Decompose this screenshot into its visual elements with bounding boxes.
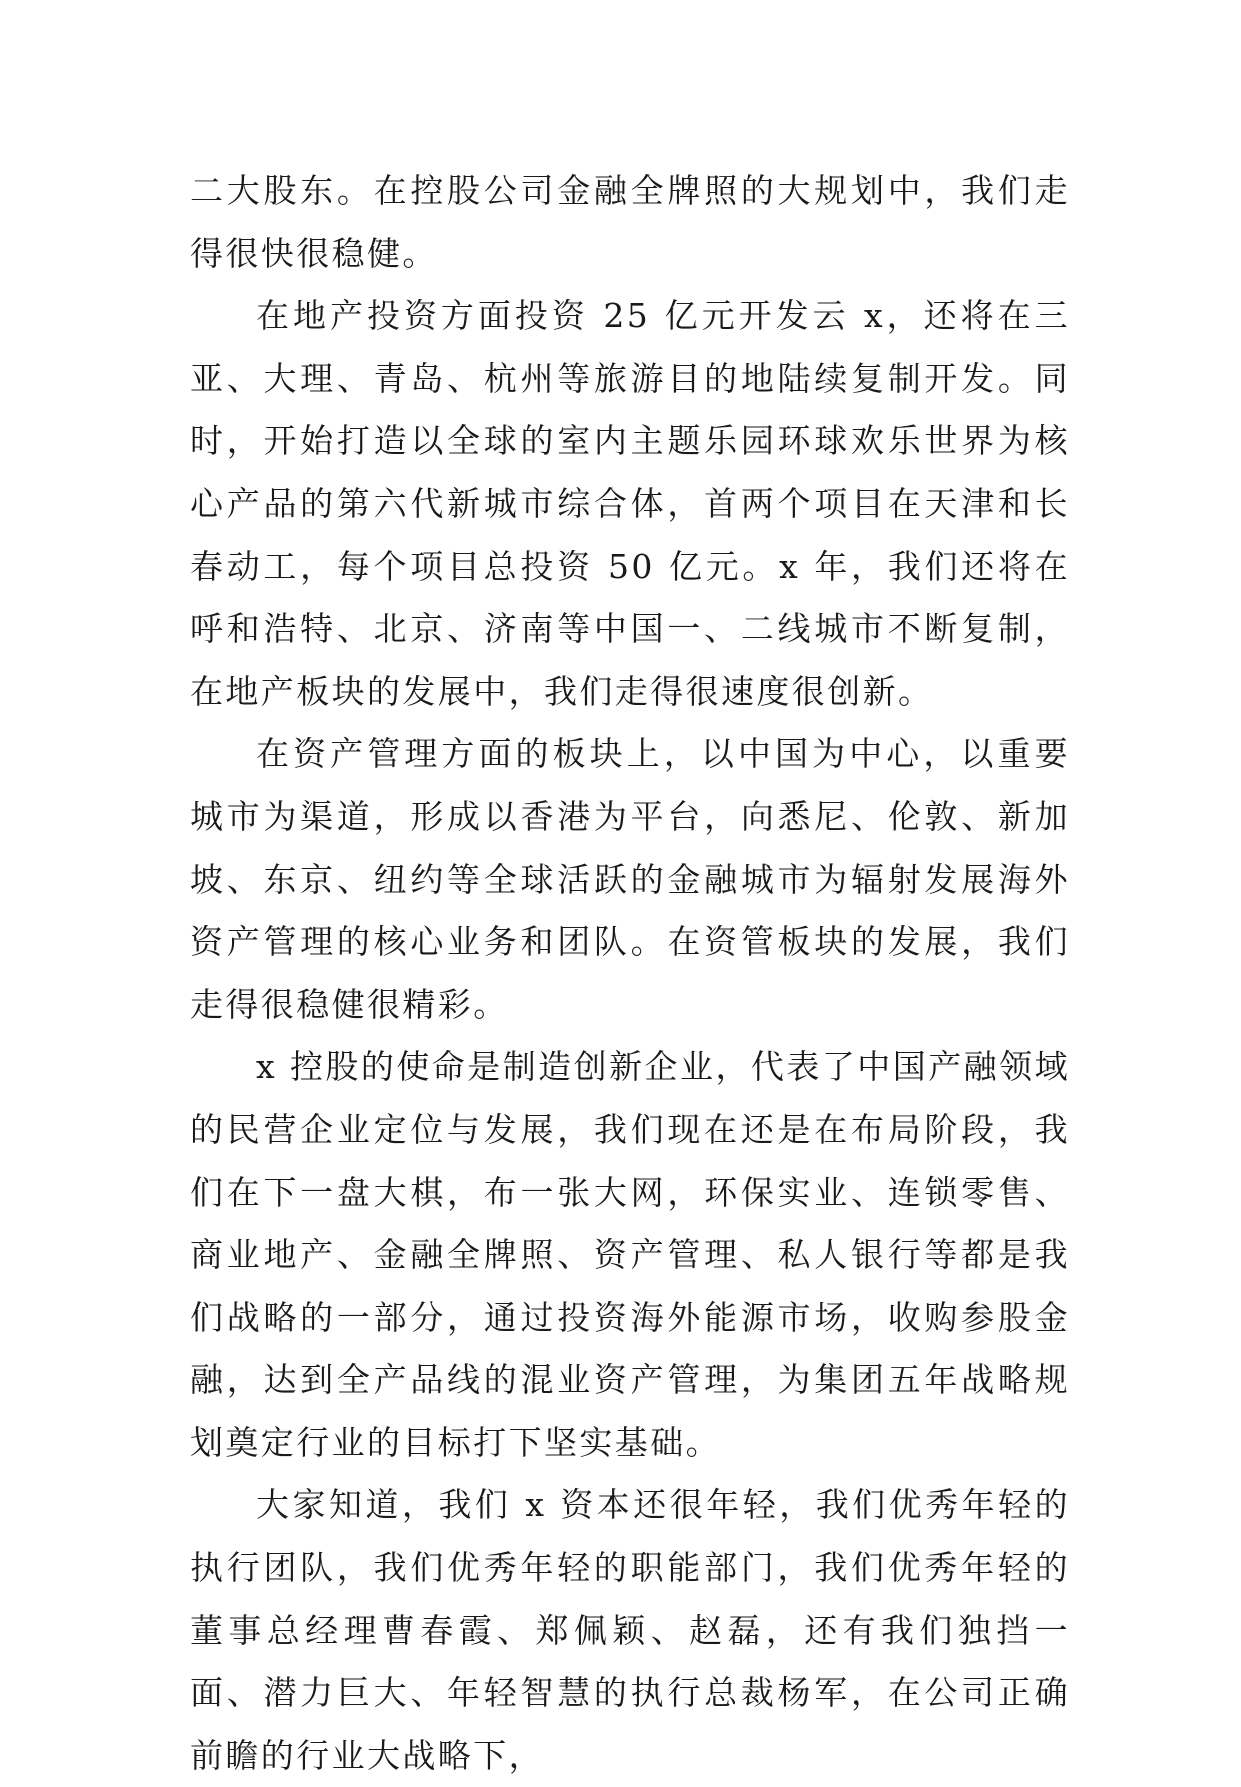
paragraph-1: 二大股东。在控股公司金融全牌照的大规划中，我们走得很快很稳健。 [190,171,1070,273]
paragraph-3: 在资产管理方面的板块上，以中国为中心，以重要城市为渠道，形成以香港为平台，向悉尼、伦敦、新加坡、东京、纽约等全球活跃的金融城市为辐射发展海外资产管理的核心业务和团队。在资管板块的发展，我们走得很稳健很精彩。 [190,734,1070,1024]
paragraph-2: 在地产投资方面投资 25 亿元开发云 x，还将在三亚、大理、青岛、杭州等旅游目的地陆续复制开发。同时，开始打造以全球的室内主题乐园环球欢乐世界为核心产品的第六代新城市综合体，首两个项目在天津和长春动工，每个项目总投资 50 亿元。x 年，我们还将在呼和浩特、北京、济南等中国一、二线城市不断复制，在地产板块的发展中，我们走得很速度很创新。 [190,296,1070,711]
document-body [190,160,1070,1787]
paragraph-4: x 控股的使命是制造创新企业，代表了中国产融领域的民营企业定位与发展，我们现在还是在布局阶段，我们在下一盘大棋，布一张大网，环保实业、连锁零售、商业地产、金融全牌照、资产管理、私人银行等都是我们战略的一部分，通过投资海外能源市场，收购参股金融，达到全产品线的混业资产管理，为集团五年战略规划奠定行业的目标打下坚实基础。 [190,1047,1070,1462]
paragraph-5: 大家知道，我们 x 资本还很年轻，我们优秀年轻的执行团队，我们优秀年轻的职能部门，我们优秀年轻的董事总经理曹春霞、郑佩颖、赵磊，还有我们独挡一面、潜力巨大、年轻智慧的执行总裁杨军，在公司正确前瞻的行业大战略下， [190,1485,1070,1775]
